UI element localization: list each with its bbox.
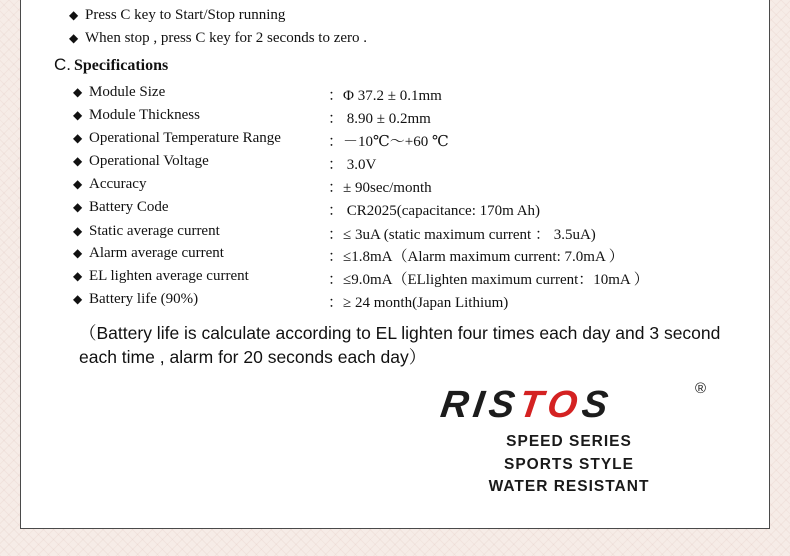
spec-row (73, 245, 753, 265)
section-title: Specifications (74, 57, 169, 74)
spec-label: Module Thickness (89, 107, 200, 123)
spec-row (73, 130, 753, 150)
spec-label: Operational Temperature Range (89, 130, 281, 146)
spec-row (73, 291, 753, 311)
spec-label: Module Size (89, 84, 166, 100)
diamond-bullet-icon: ◆ (69, 31, 79, 45)
spec-label: EL lighten average current (89, 268, 249, 284)
diamond-bullet-icon: ◆ (73, 246, 83, 260)
intro-item (69, 28, 367, 48)
ristos-logo-mark (438, 377, 723, 427)
spec-value: ： 3.0V (328, 157, 377, 173)
diamond-bullet-icon: ◆ (73, 200, 83, 214)
spec-row (73, 107, 753, 127)
spec-value: ：－10℃～+60 ℃ (328, 134, 449, 150)
ristos-logo (438, 377, 723, 427)
spec-value: ：± 90sec/month (328, 180, 432, 196)
brand-tags (449, 431, 689, 499)
logo-wordmark: RISTOS (438, 383, 616, 426)
spec-value: ：≤ 3uA (static maximum current ： 3.5uA) (328, 227, 596, 243)
diamond-bullet-icon: ◆ (73, 269, 83, 283)
tag-line: SPEED SERIES (506, 433, 632, 450)
spec-label: Battery life (90%) (89, 291, 199, 307)
spec-value: ：≤1.8mA（Alarm maximum current: 7.0mA ） (328, 249, 624, 265)
spec-value: ： 8.90 ± 0.2mm (328, 111, 431, 127)
diamond-bullet-icon: ◆ (73, 85, 83, 99)
diamond-bullet-icon: ◆ (73, 108, 83, 122)
spec-row (73, 84, 753, 104)
spec-row (73, 153, 753, 173)
registered-mark: ® (695, 380, 707, 397)
spec-label: Accuracy (89, 176, 147, 192)
spec-label: Static average current (89, 223, 220, 239)
battery-life-note: （Battery life is calculate according to EL lighten four times each day and 3 second each time , alarm for 20 seconds each day） (79, 323, 721, 367)
section-heading (54, 55, 168, 75)
spec-value: ：Φ 37.2 ± 0.1mm (328, 88, 442, 104)
tag-line: WATER RESISTANT (488, 478, 650, 495)
diamond-bullet-icon: ◆ (73, 292, 83, 306)
diamond-bullet-icon: ◆ (73, 154, 83, 168)
spec-sheet-panel (20, 0, 770, 529)
spec-value: ：≤9.0mA（ELlighten maximum current：10mA ） (328, 272, 649, 288)
section-letter: C. (54, 55, 71, 74)
spec-value: ： CR2025(capacitance: 170m Ah) (328, 203, 541, 219)
intro-item (69, 5, 285, 25)
intro-text: Press C key to Start/Stop running (85, 7, 286, 23)
spec-row (73, 199, 753, 219)
spec-row (73, 176, 753, 196)
spec-row (73, 268, 753, 288)
spec-value: ：≥ 24 month(Japan Lithium) (328, 295, 509, 311)
spec-row (73, 223, 753, 243)
diamond-bullet-icon: ◆ (73, 177, 83, 191)
diamond-bullet-icon: ◆ (73, 131, 83, 145)
diamond-bullet-icon: ◆ (69, 8, 79, 22)
tag-line: SPORTS STYLE (504, 455, 634, 473)
intro-text: When stop , press C key for 2 seconds to zero . (85, 30, 368, 46)
spec-label: Operational Voltage (89, 153, 209, 169)
diamond-bullet-icon: ◆ (73, 224, 83, 238)
spec-label: Battery Code (89, 199, 169, 215)
spec-label: Alarm average current (89, 245, 224, 261)
